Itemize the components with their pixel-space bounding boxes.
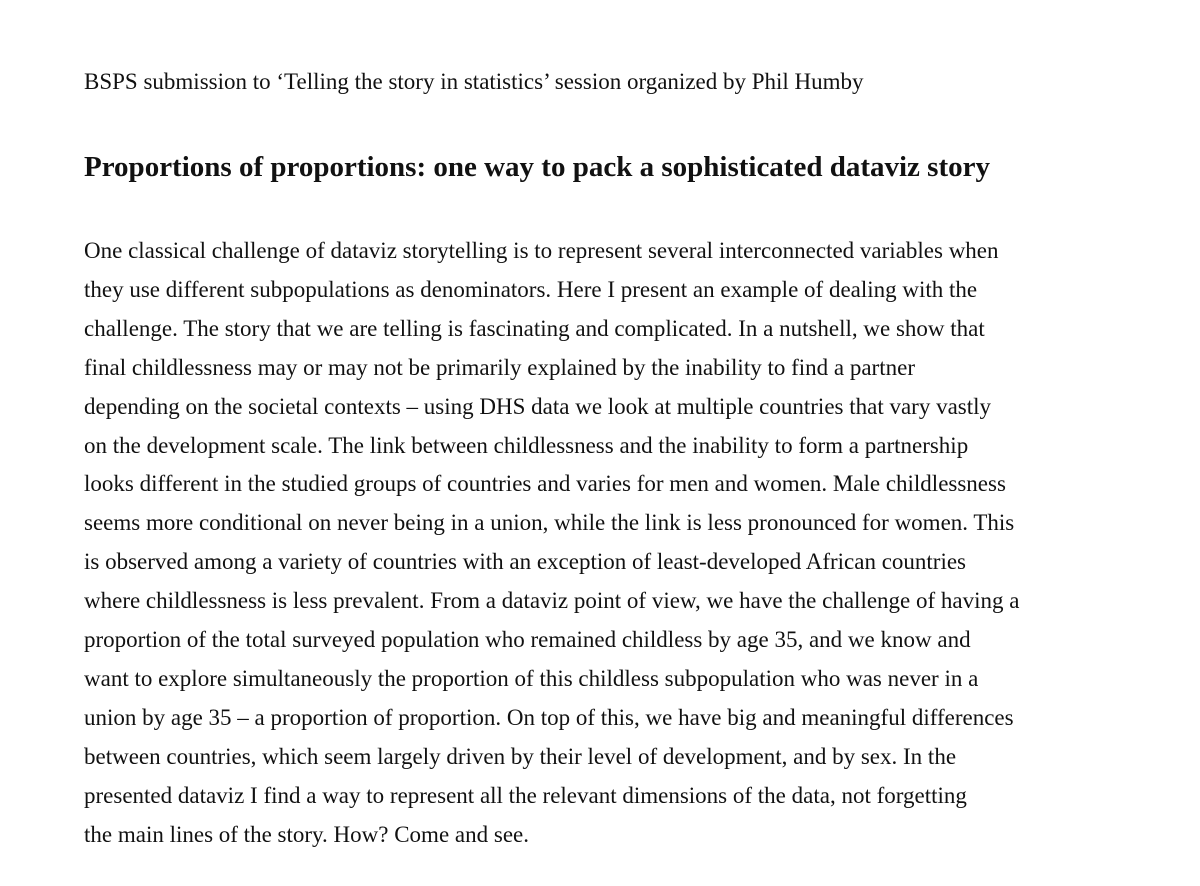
paragraph-line: union by age 35 – a proportion of proportion. On top of this, we have big and meaningful differences: [84, 704, 1014, 730]
abstract-paragraph: [84, 232, 1114, 855]
paragraph-line: presented dataviz I find a way to represent all the relevant dimensions of the data, not forgetting: [84, 782, 967, 808]
submission-header: BSPS submission to ‘Telling the story in statistics’ session organized by Phil Humby: [84, 69, 864, 94]
paragraph-line: they use different subpopulations as denominators. Here I present an example of dealing with the: [84, 276, 978, 302]
paragraph-line: final childlessness may or may not be primarily explained by the inability to find a partner: [84, 354, 915, 380]
paragraph-line: depending on the societal contexts – using DHS data we look at multiple countries that vary vastly: [84, 393, 992, 419]
paragraph-line: where childlessness is less prevalent. From a dataviz point of view, we have the challenge of having a: [84, 588, 1020, 614]
paragraph-line: seems more conditional on never being in a union, while the link is less pronounced for women. This: [84, 510, 1015, 536]
paragraph-line: looks different in the studied groups of countries and varies for men and women. Male childlessness: [84, 471, 1006, 497]
paragraph-line: One classical challenge of dataviz storytelling is to represent several interconnected variables when: [84, 238, 999, 263]
paragraph-line: on the development scale. The link between childlessness and the inability to form a partnership: [84, 432, 969, 458]
paragraph-line: between countries, which seem largely driven by their level of development, and by sex. In the: [84, 743, 957, 769]
paragraph-line: proportion of the total surveyed population who remained childless by age 35, and we know and: [84, 627, 971, 653]
paragraph-line: the main lines of the story. How? Come and see.: [84, 821, 529, 847]
paragraph-line: want to explore simultaneously the proportion of this childless subpopulation who was never in a: [84, 665, 979, 691]
document-title: Proportions of proportions: one way to pack a sophisticated dataviz story: [84, 151, 990, 183]
paragraph-line: is observed among a variety of countries with an exception of least-developed African countries: [84, 549, 967, 575]
paragraph-line: challenge. The story that we are telling is fascinating and complicated. In a nutshell, we show that: [84, 315, 985, 341]
